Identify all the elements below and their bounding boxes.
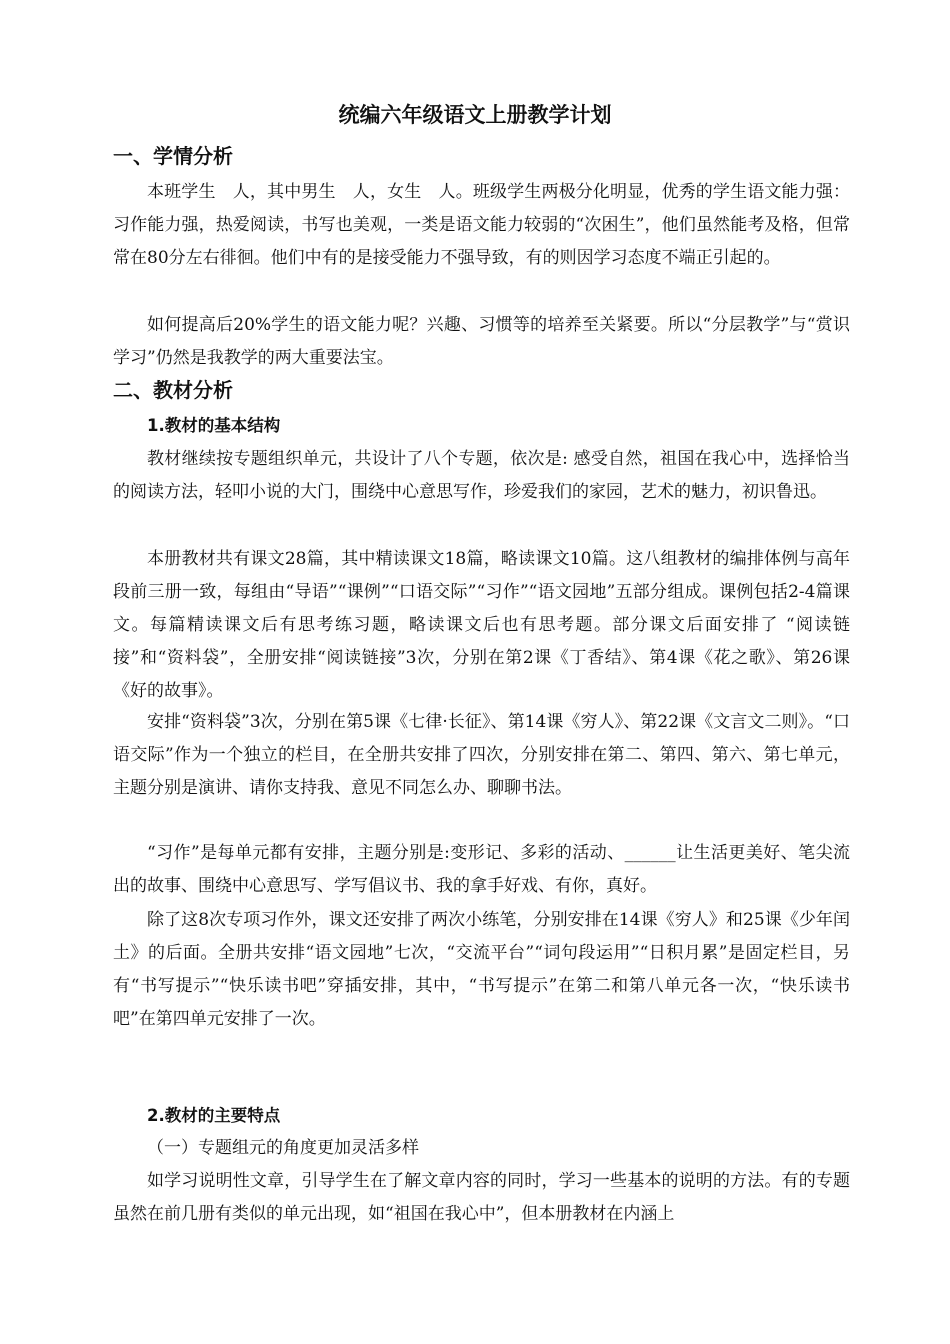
section-heading-textbook-analysis: 二、教材分析: [113, 378, 233, 402]
section-heading-learning-analysis: 一、学情分析: [113, 144, 233, 168]
paragraph-practice-and-garden: 除了这8次专项习作外，课文还安排了两次小练笔，分别安排在14课《穷人》和25课《少年闰土》的后面。全册共安排“语文园地”七次，“交流平台”“词句段运用”“日积月累”是固定栏目，另有“书写提示”“快乐读书吧”穿插安排，其中，“书写提示”在第二和第八单元各一次，“快乐读书吧”在第四单元安排了一次。: [113, 910, 850, 1029]
paragraph-expository-texts: 如学习说明性文章，引导学生在了解文章内容的同时，学习一些基本的说明的方法。有的专题虽然在前几册有类似的单元出现，如“祖国在我心中”，但本册教材在内涵上: [113, 1171, 850, 1224]
subheading-main-features: 2.教材的主要特点: [147, 1106, 281, 1125]
paragraph-lesson-composition: 本册教材共有课文28篇，其中精读课文18篇，略读课文10篇。这八组教材的编排体例与高年段前三册一致，每组由“导语”“课例”“口语交际”“习作”“语文园地”五部分组成。课例包括2-4篇课文。每篇精读课文后有思考练习题，略读课文后也有思考题。部分课文后面安排了 “阅读链接”和“资料袋”，全册安排“阅读链接”3次，分别在第2课《丁香结》、第4课《花之歌》、第26课《好的故事》。: [113, 549, 850, 701]
subheading-basic-structure: 1.教材的基本结构: [147, 416, 281, 435]
paragraph-student-overview: 本班学生 人，其中男生 人，女生 人。班级学生两极分化明显，优秀的学生语文能力强：习作能力强，热爱阅读，书写也美观，一类是语文能力较弱的“次困生”，他们虽然能考及格，但常常在80分左右徘徊。他们中有的是接受能力不强导致，有的则因学习态度不端正引起的。: [113, 182, 850, 268]
paragraph-improvement-strategy: 如何提高后20%学生的语文能力呢？兴趣、习惯等的培养至关紧要。所以“分层教学”与“赏识学习”仍然是我教学的两大重要法宝。: [113, 315, 850, 368]
paragraph-unit-topics: 教材继续按专题组织单元，共设计了八个专题，依次是: 感受自然，祖国在我心中，选择恰当的阅读方法，轻叩小说的大门，围绕中心意思写作，珍爱我们的家园，艺术的魅力，初识鲁迅。: [113, 449, 850, 502]
paragraph-writing-topics: “习作”是每单元都有安排，主题分别是:变形记、多彩的活动、______让生活更美好、笔尖流出的故事、围绕中心意思写、学写倡议书、我的拿手好戏、有你，真好。: [113, 843, 850, 896]
paragraph-info-bags-oral: 安排“资料袋”3次，分别在第5课《七律·长征》、第14课《穷人》、第22课《文言文二则》。“口语交际”作为一个独立的栏目，在全册共安排了四次，分别安排在第二、第四、第六、第七单元，主题分别是演讲、请你支持我、意见不同怎么办、聊聊书法。: [113, 712, 850, 798]
subheading-flexible-topics: （一）专题组元的角度更加灵活多样: [147, 1138, 419, 1158]
document-title: 统编六年级语文上册教学计划: [338, 103, 612, 127]
